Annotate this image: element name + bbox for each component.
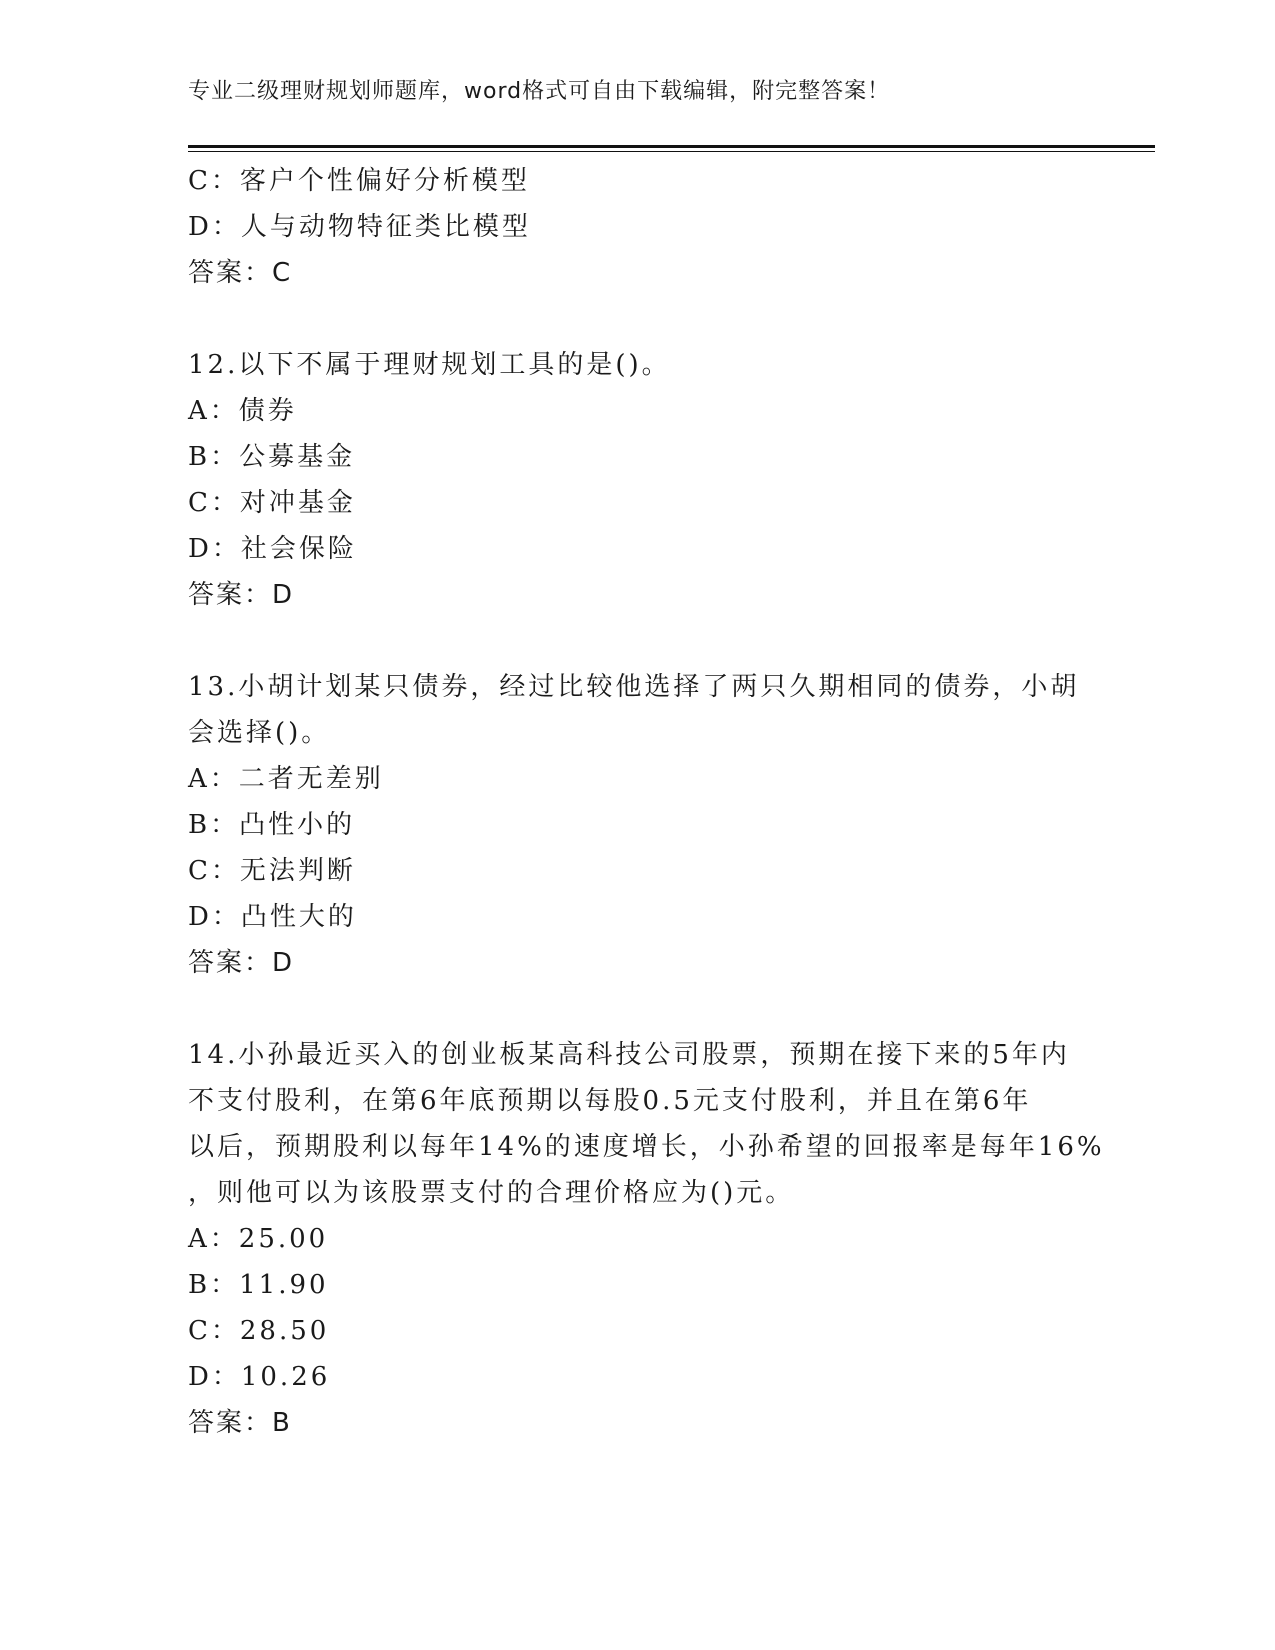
answer-line: 答案：C	[188, 258, 293, 288]
option-c: C：无法判断	[188, 856, 356, 886]
question-stem-line: 不支付股利，在第6年底预期以每股0.5元支付股利，并且在第6年	[188, 1086, 1032, 1116]
document-body	[188, 158, 1105, 1446]
option-d: D：人与动物特征类比模型	[188, 212, 531, 242]
question-12	[188, 342, 1088, 618]
question-14	[188, 1032, 1105, 1446]
question-stem-line: ，则他可以为该股票支付的合理价格应为()元。	[188, 1178, 795, 1208]
question-13	[188, 664, 1088, 986]
answer-line: 答案：B	[188, 1408, 292, 1438]
option-a: A：25.00	[188, 1224, 329, 1254]
option-c: C：对冲基金	[188, 488, 356, 518]
option-b: B：公募基金	[188, 442, 356, 472]
question-stem-line: 会选择()。	[188, 718, 331, 748]
question-stem: 12.以下不属于理财规划工具的是()。	[188, 350, 671, 380]
spacer	[188, 296, 1088, 342]
option-d: D：社会保险	[188, 534, 357, 564]
option-d: D：凸性大的	[188, 902, 357, 932]
answer-line: 答案：D	[188, 948, 295, 978]
option-d: D：10.26	[188, 1362, 331, 1392]
option-c: C：客户个性偏好分析模型	[188, 166, 530, 196]
header-rule-thick	[188, 145, 1155, 148]
answer-line: 答案：D	[188, 580, 295, 610]
option-c: C：28.50	[188, 1316, 330, 1346]
option-a: A：债券	[188, 396, 297, 426]
option-b: B：11.90	[188, 1270, 329, 1300]
question-11-continued	[188, 158, 1088, 296]
question-stem-line: 以后，预期股利以每年14%的速度增长，小孙希望的回报率是每年16%	[188, 1132, 1105, 1162]
option-a: A：二者无差别	[188, 764, 384, 794]
question-stem-line: 13.小胡计划某只债券，经过比较他选择了两只久期相同的债券，小胡	[188, 672, 1080, 702]
question-stem-line: 14.小孙最近买入的创业板某高科技公司股票，预期在接下来的5年内	[188, 1040, 1070, 1070]
header-rule-thin	[188, 151, 1155, 152]
spacer	[188, 618, 1088, 664]
option-b: B：凸性小的	[188, 810, 356, 840]
page-header: 专业二级理财规划师题库，word格式可自由下载编辑，附完整答案！	[188, 79, 891, 104]
spacer	[188, 986, 1088, 1032]
